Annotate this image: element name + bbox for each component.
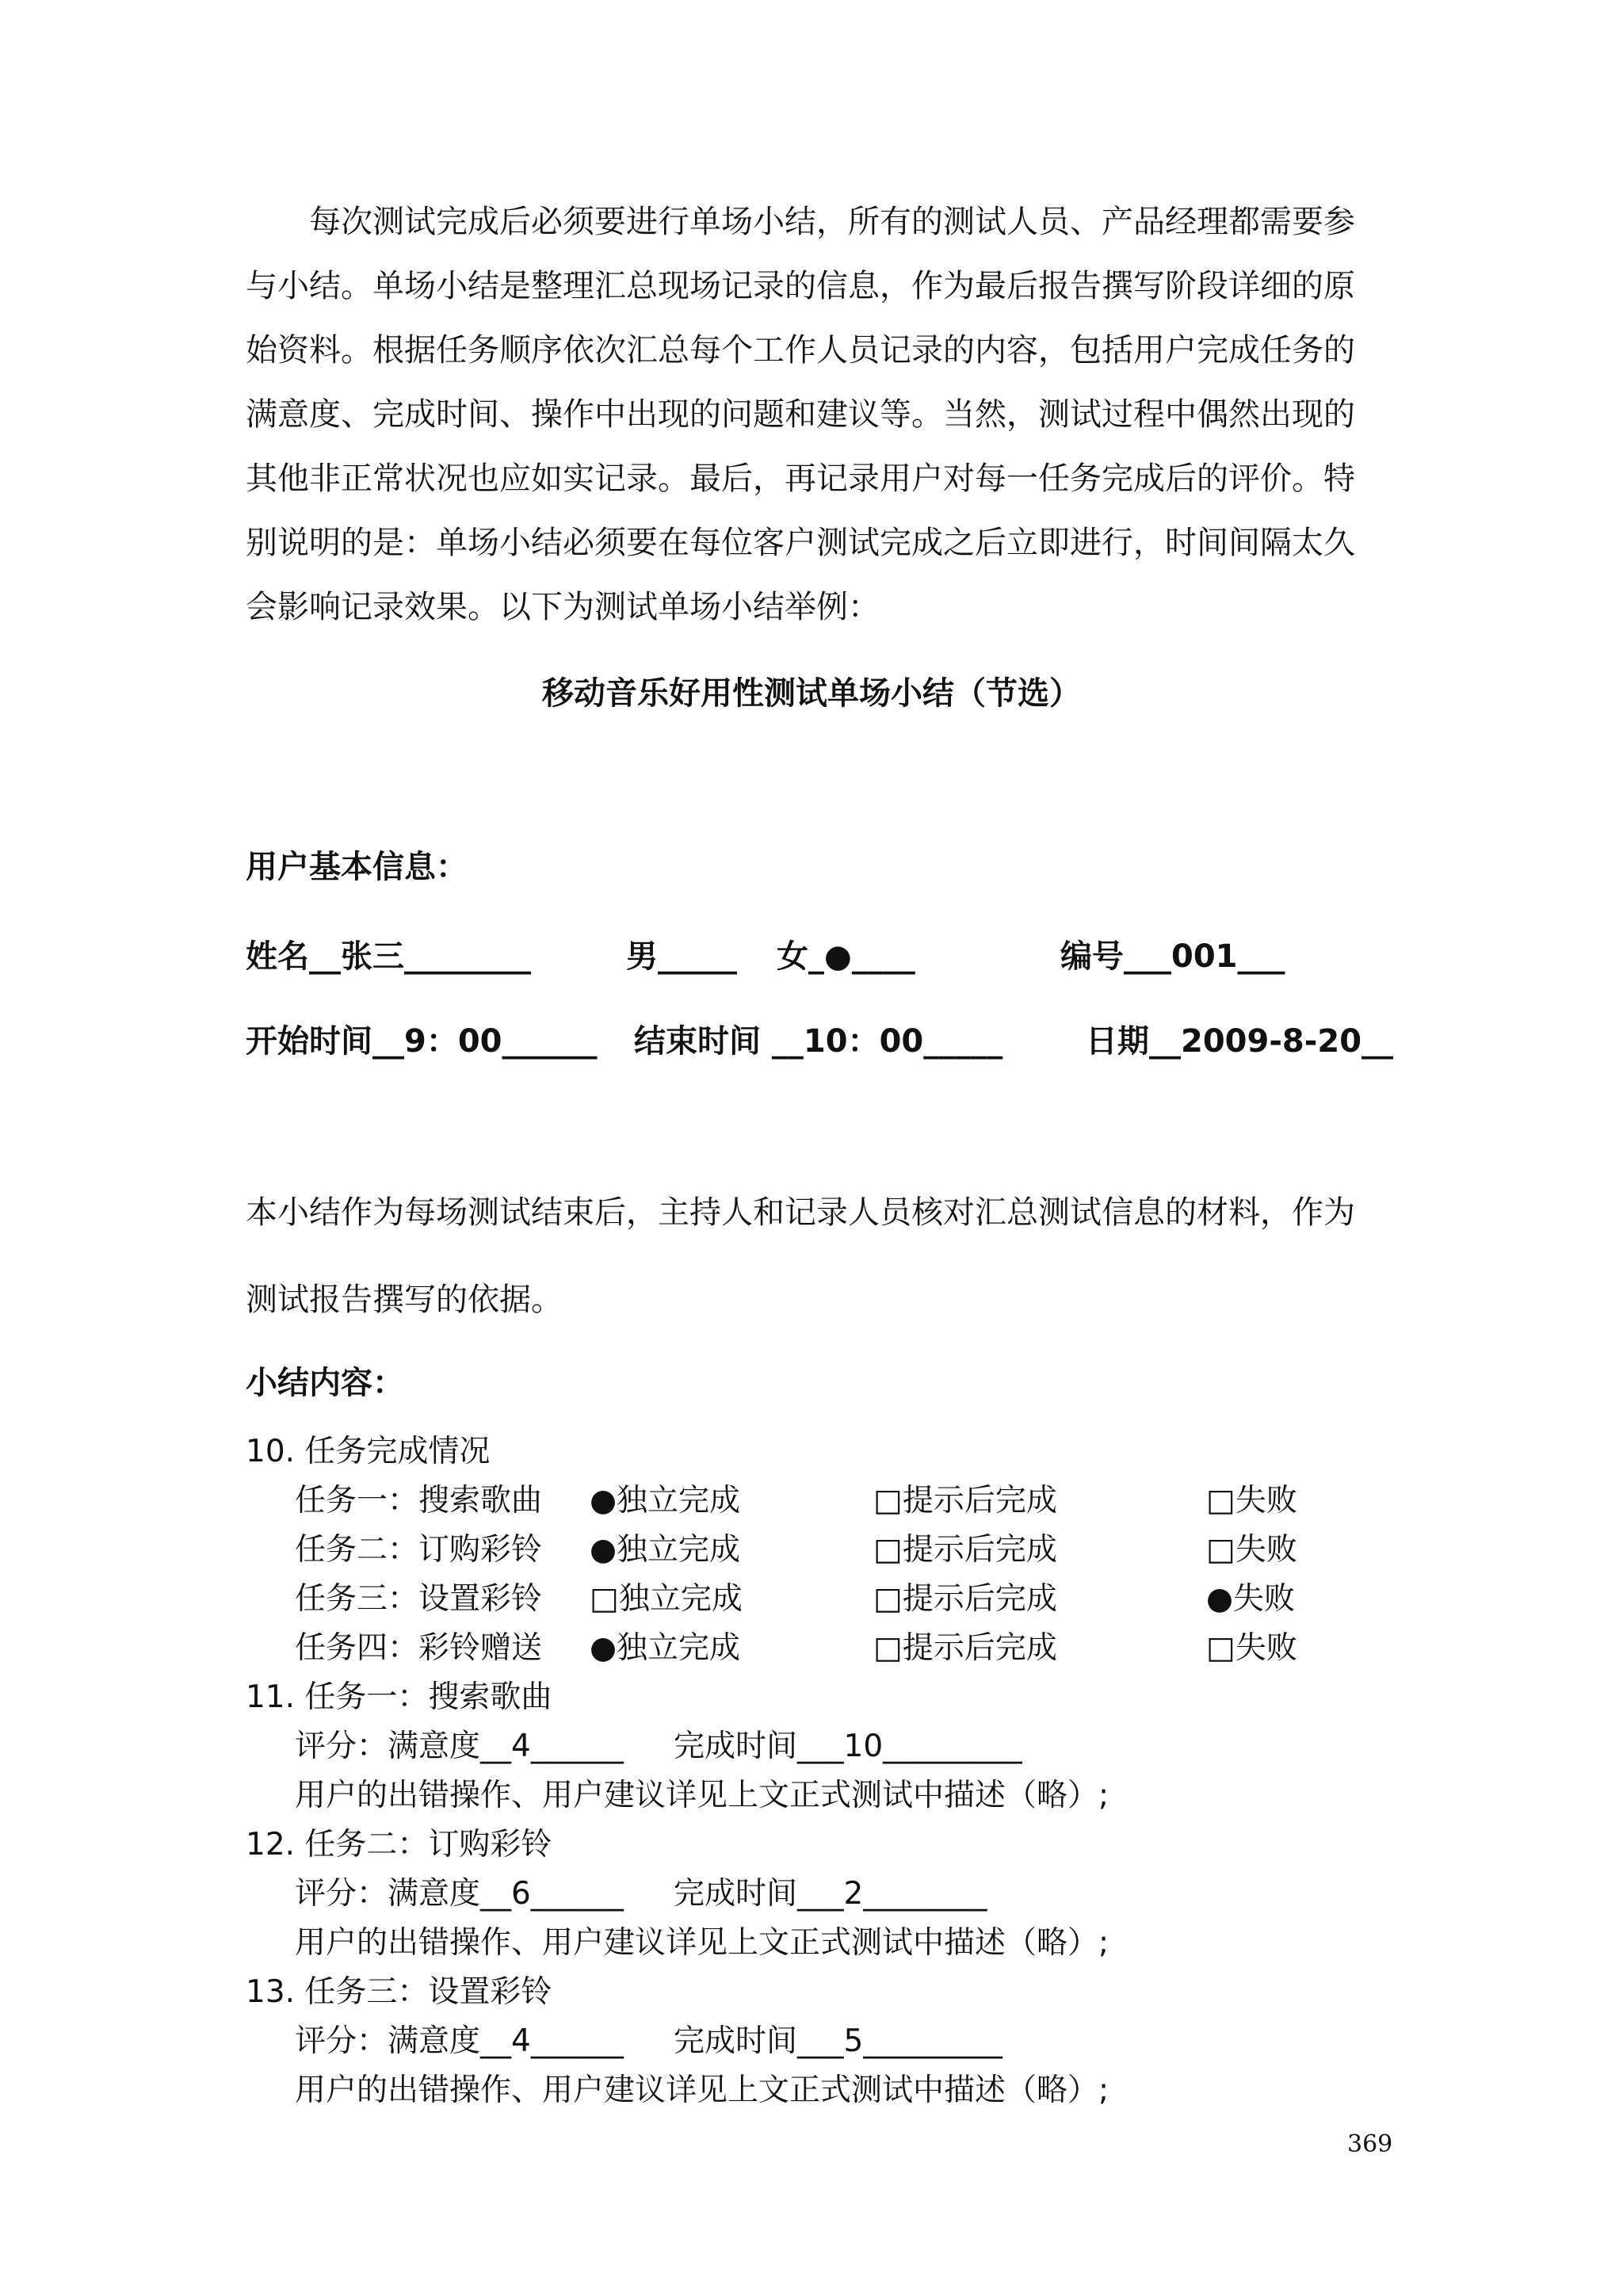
start-time-field: 开始时间__9：00______: [246, 1023, 598, 1060]
end-time-field: 结束时间 __10：00_____: [634, 1023, 1003, 1060]
task-name: 任务四：彩铃赠送: [295, 1630, 543, 1666]
completion-time: 完成时间___10_________: [674, 1729, 1022, 1764]
option-failed: □失败: [1206, 1630, 1297, 1666]
task-detail-heading: 13. 任务三：设置彩铃: [246, 1974, 552, 2010]
task-detail-note: 用户的出错操作、用户建议详见上文正式测试中描述（略）;: [295, 1925, 1109, 1961]
task-status-row: [295, 1476, 1325, 1519]
task-detail-note: 用户的出错操作、用户建议详见上文正式测试中描述（略）;: [295, 1778, 1109, 1813]
task-name: 任务二：订购彩铃: [295, 1532, 543, 1568]
task-name: 任务三：设置彩铃: [295, 1581, 543, 1617]
option-independent: ●独立完成: [590, 1630, 741, 1666]
satisfaction-score: 评分：满意度__4______: [295, 1729, 624, 1764]
user-number-field: 编号___001___: [1060, 938, 1285, 975]
task-status-heading: 10. 任务完成情况: [246, 1434, 491, 1469]
task-status-row: [295, 1574, 1325, 1617]
option-failed: ●失败: [1206, 1581, 1296, 1617]
task-detail-heading: 11. 任务一：搜索歌曲: [246, 1679, 552, 1715]
option-failed: □失败: [1206, 1483, 1297, 1519]
completion-time: 完成时间___5_________: [674, 2023, 1002, 2059]
intro-line: 与小结。单场小结是整理汇总现场记录的信息，作为最后报告撰写阶段详细的原: [246, 268, 1355, 304]
note-line: 测试报告撰写的依据。: [246, 1282, 563, 1318]
completion-time: 完成时间___2________: [674, 1876, 987, 1912]
user-info-heading: 用户基本信息：: [246, 849, 468, 885]
gender-male-field: 男_____: [626, 938, 737, 975]
satisfaction-score: 评分：满意度__4______: [295, 2023, 624, 2059]
intro-line: 始资料。根据任务顺序依次汇总每个工作人员记录的内容，包括用户完成任务的: [246, 332, 1355, 369]
intro-line: 其他非正常状况也应如实记录。最后，再记录用户对每一任务完成后的评价。特: [246, 460, 1355, 497]
name-field: 姓名__张三________: [246, 938, 531, 975]
note-line: 本小结作为每场测试结束后，主持人和记录人员核对汇总测试信息的材料，作为: [246, 1194, 1355, 1231]
satisfaction-score: 评分：满意度__6______: [295, 1876, 624, 1912]
page-number: 369: [1347, 2130, 1393, 2158]
option-independent: ●独立完成: [590, 1532, 741, 1568]
task-name: 任务一：搜索歌曲: [295, 1483, 543, 1519]
option-hinted: □提示后完成: [873, 1630, 1057, 1666]
option-hinted: □提示后完成: [873, 1581, 1057, 1617]
intro-paragraph: [246, 190, 1387, 640]
task-status-row: [295, 1623, 1325, 1666]
intro-line: 满意度、完成时间、操作中出现的问题和建议等。当然，测试过程中偶然出现的: [246, 396, 1355, 433]
gender-female-field: 女_●____: [777, 938, 915, 975]
date-field: 日期__2009-8-20__: [1086, 1023, 1394, 1060]
task-detail-heading: 12. 任务二：订购彩铃: [246, 1827, 552, 1862]
option-hinted: □提示后完成: [873, 1532, 1057, 1568]
option-failed: □失败: [1206, 1532, 1297, 1568]
intro-line: 会影响记录效果。以下为测试单场小结举例：: [246, 589, 880, 625]
summary-heading: 小结内容：: [246, 1365, 404, 1401]
intro-line: 别说明的是：单场小结必须要在每位客户测试完成之后立即进行，时间间隔太久: [246, 525, 1355, 561]
task-status-row: [295, 1525, 1325, 1568]
task-detail-note: 用户的出错操作、用户建议详见上文正式测试中描述（略）;: [295, 2073, 1109, 2108]
document-title: 移动音乐好用性测试单场小结（节选）: [542, 675, 1081, 712]
intro-line: 每次测试完成后必须要进行单场小结，所有的测试人员、产品经理都需要参: [309, 204, 1355, 240]
option-independent: ●独立完成: [590, 1483, 741, 1519]
option-independent: □独立完成: [590, 1581, 743, 1617]
option-hinted: □提示后完成: [873, 1483, 1057, 1519]
